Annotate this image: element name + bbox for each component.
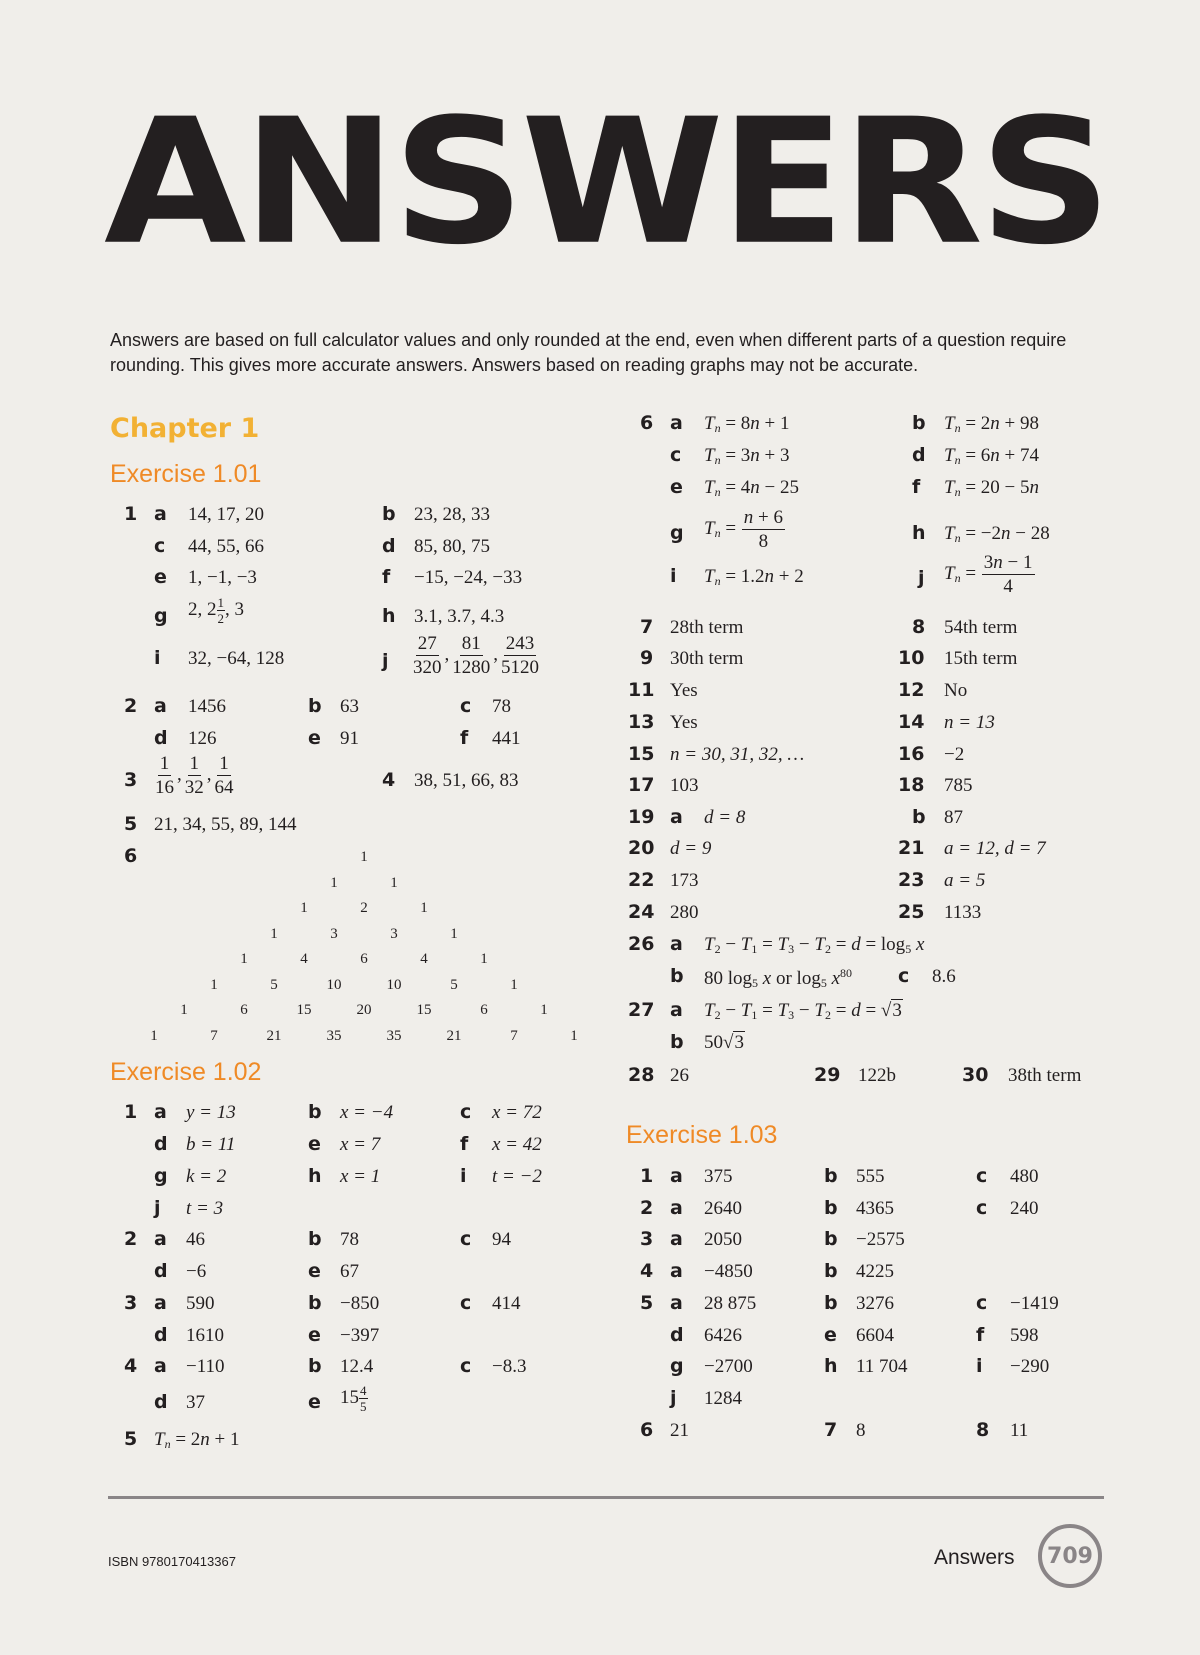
q-number: 6 bbox=[640, 412, 654, 434]
pascal-entry: 2 bbox=[360, 900, 368, 916]
page-title: ANSWERS bbox=[104, 81, 1108, 284]
part-label: b bbox=[308, 1355, 322, 1377]
q-number: 2 bbox=[124, 695, 138, 717]
pascal-entry: 10 bbox=[326, 976, 342, 993]
answer: −2700 bbox=[704, 1356, 753, 1377]
answer: d = 9 bbox=[670, 838, 712, 859]
pascal-entry: 1 bbox=[300, 900, 308, 916]
q-number: 14 bbox=[898, 711, 925, 733]
part-label: b bbox=[824, 1165, 838, 1187]
part-label: f bbox=[976, 1324, 985, 1346]
answer: Yes bbox=[670, 712, 698, 733]
part-label: a bbox=[670, 1260, 683, 1282]
answer: 598 bbox=[1010, 1325, 1039, 1346]
pascal-entry: 15 bbox=[296, 1002, 312, 1018]
q-number: 3 bbox=[124, 769, 138, 791]
pascal-entry: 1 bbox=[540, 1002, 548, 1018]
pascal-entry: 6 bbox=[240, 1002, 248, 1018]
answer: 173 bbox=[670, 870, 699, 891]
q-number: 1 bbox=[124, 503, 138, 525]
answer: 94 bbox=[492, 1229, 511, 1250]
pascal-entry: 1 bbox=[420, 900, 428, 916]
q-number: 30 bbox=[962, 1064, 989, 1086]
answer: 4365 bbox=[856, 1198, 894, 1219]
answer: 28th term bbox=[670, 617, 744, 638]
q-number: 3 bbox=[640, 1228, 654, 1250]
part-label: a bbox=[670, 412, 683, 434]
answer: 28 875 bbox=[704, 1293, 757, 1314]
pascal-entry: 15 bbox=[416, 1002, 432, 1018]
part-label: g bbox=[154, 1165, 168, 1187]
answer: 8 bbox=[856, 1420, 866, 1441]
part-label: a bbox=[670, 1197, 683, 1219]
pascal-entry: 35 bbox=[386, 1027, 402, 1044]
answer: n = 13 bbox=[944, 712, 995, 733]
part-label: d bbox=[154, 1391, 168, 1413]
pascal-entry: 1 bbox=[150, 1027, 158, 1044]
answer: $T_n = 2n + 1$ bbox=[154, 1429, 240, 1451]
part-label: c bbox=[460, 1228, 472, 1250]
answer: x = 72 bbox=[492, 1102, 542, 1123]
part-label: i bbox=[976, 1355, 983, 1377]
answer: 63 bbox=[340, 696, 359, 717]
answer: $T_n = 4n - 25$ bbox=[704, 477, 800, 499]
answer: b = 11 bbox=[186, 1134, 236, 1155]
q-number: 9 bbox=[640, 647, 654, 669]
answer: 38th term bbox=[1008, 1065, 1082, 1086]
answer: 50√3 bbox=[704, 1032, 744, 1053]
answer: 12.4 bbox=[340, 1356, 374, 1377]
part-label: c bbox=[460, 695, 472, 717]
part-label: e bbox=[154, 566, 167, 588]
part-label: f bbox=[460, 727, 469, 749]
pascal-entry: 4 bbox=[420, 951, 428, 967]
part-label: b bbox=[308, 695, 322, 717]
answer: No bbox=[944, 680, 968, 701]
intro-paragraph: Answers are based on full calculator values and only rounded at the end, even when different parts of a question require rounding. This gives more accurate answers. Answers based on reading graphs may not be accurate. bbox=[110, 330, 1067, 375]
part-label: j bbox=[670, 1387, 677, 1409]
answer: −2 bbox=[944, 744, 965, 765]
pascal-entry: 1 bbox=[330, 874, 338, 891]
q-number: 26 bbox=[628, 933, 655, 955]
part-label: g bbox=[670, 1355, 684, 1377]
part-label: e bbox=[824, 1324, 837, 1346]
answer: $\frac{1}{16}$ , $\frac{1}{32}$ , $\frac{1}{64}$ bbox=[155, 753, 234, 798]
answer: k = 2 bbox=[186, 1166, 227, 1187]
part-label: g bbox=[670, 522, 684, 544]
part-label: b bbox=[824, 1292, 838, 1314]
page-number: 709 bbox=[1047, 1543, 1093, 1569]
part-label: a bbox=[154, 1355, 167, 1377]
pascal-entry: 3 bbox=[390, 925, 398, 942]
answer: 21 bbox=[670, 1420, 689, 1441]
part-label: a bbox=[154, 503, 167, 525]
exercise-1-01-heading: Exercise 1.01 bbox=[110, 460, 262, 488]
answer: 54th term bbox=[944, 617, 1018, 638]
pascal-entry: 1 bbox=[180, 1002, 188, 1018]
answer: x = 7 bbox=[340, 1134, 381, 1155]
answer: 2050 bbox=[704, 1229, 742, 1250]
q-number: 27 bbox=[628, 999, 655, 1021]
answer: a = 12, d = 7 bbox=[944, 838, 1046, 859]
q-number: 2 bbox=[124, 1228, 138, 1250]
q-number: 4 bbox=[124, 1355, 138, 1377]
pascal-entry: 1 bbox=[570, 1027, 578, 1044]
answer: −4850 bbox=[704, 1261, 753, 1282]
answer: 480 bbox=[1010, 1166, 1039, 1187]
answer: 375 bbox=[704, 1166, 733, 1187]
answer: x = 1 bbox=[340, 1166, 381, 1187]
answer: n = 30, 31, 32, … bbox=[670, 744, 805, 765]
pascal-entry: 3 bbox=[330, 925, 338, 942]
q-number: 1 bbox=[124, 1101, 138, 1123]
part-label: b bbox=[824, 1228, 838, 1250]
q-number: 29 bbox=[814, 1064, 841, 1086]
answer: y = 13 bbox=[186, 1102, 236, 1123]
q-number: 8 bbox=[976, 1419, 990, 1441]
q-number: 22 bbox=[628, 869, 655, 891]
pascal-entry: 10 bbox=[386, 976, 402, 993]
q-number: 4 bbox=[382, 769, 396, 791]
part-label: b bbox=[308, 1101, 322, 1123]
answer: x = −4 bbox=[340, 1102, 394, 1123]
q-number: 6 bbox=[640, 1419, 654, 1441]
part-label: a bbox=[670, 1228, 683, 1250]
answer: 21, 34, 55, 89, 144 bbox=[154, 814, 297, 835]
answer: 1456 bbox=[188, 696, 226, 717]
part-label: h bbox=[912, 522, 926, 544]
isbn: ISBN 9780170413367 bbox=[108, 1554, 236, 1569]
part-label: c bbox=[460, 1101, 472, 1123]
answer: $T_n$ = $\frac{n + 6}{8}$ bbox=[704, 507, 784, 552]
q-number: 3 bbox=[124, 1292, 138, 1314]
part-label: c bbox=[976, 1197, 988, 1219]
answer: 126 bbox=[188, 728, 217, 749]
q-number: 7 bbox=[640, 616, 654, 638]
part-label: e bbox=[308, 1324, 321, 1346]
answer: 78 bbox=[492, 696, 511, 717]
chapter-heading: Chapter 1 bbox=[110, 413, 260, 444]
answer: −15, −24, −33 bbox=[414, 567, 523, 588]
part-label: d bbox=[154, 1260, 168, 1282]
part-label: b bbox=[308, 1292, 322, 1314]
answer: 30th term bbox=[670, 648, 744, 669]
part-label: c bbox=[898, 965, 910, 987]
pascal-entry: 1 bbox=[360, 849, 368, 865]
answer: 38, 51, 66, 83 bbox=[414, 770, 519, 791]
pascal-entry: 6 bbox=[480, 1002, 488, 1018]
part-label: j bbox=[918, 567, 925, 589]
part-label: i bbox=[460, 1165, 467, 1187]
answer: 4225 bbox=[856, 1261, 894, 1282]
answer: 15th term bbox=[944, 648, 1018, 669]
part-label: e bbox=[670, 476, 683, 498]
answer: $\frac{27}{320}$ , $\frac{81}{1280}$ , $\frac{243}{5120}$ bbox=[413, 633, 539, 678]
q-number: 24 bbox=[628, 901, 655, 923]
q-number: 17 bbox=[628, 774, 655, 796]
part-label: d bbox=[382, 535, 396, 557]
part-label: c bbox=[976, 1292, 988, 1314]
pascal-entry: 1 bbox=[390, 874, 398, 891]
part-label: c bbox=[460, 1292, 472, 1314]
answer: 85, 80, 75 bbox=[414, 536, 490, 557]
part-label: e bbox=[308, 1260, 321, 1282]
q-number: 5 bbox=[640, 1292, 654, 1314]
pascal-entry: 5 bbox=[450, 976, 458, 993]
q-number: 13 bbox=[628, 711, 655, 733]
answer: 103 bbox=[670, 775, 699, 796]
answer: 6604 bbox=[856, 1325, 894, 1346]
answer: 2, 2 $\frac{1}{2}$ , 3 bbox=[188, 595, 244, 626]
answer: 26 bbox=[670, 1065, 689, 1086]
pascal-entry: 7 bbox=[210, 1027, 218, 1044]
page-number-badge bbox=[1038, 1524, 1102, 1588]
part-label: d bbox=[670, 1324, 684, 1346]
part-label: f bbox=[460, 1133, 469, 1155]
answer: 11 bbox=[1010, 1420, 1029, 1441]
pascal-entry: 1 bbox=[270, 925, 278, 942]
answer: 87 bbox=[944, 807, 963, 828]
part-label: g bbox=[154, 605, 168, 627]
answer: $T_n = 20 - 5n$ bbox=[944, 477, 1040, 499]
answer: 67 bbox=[340, 1261, 359, 1282]
q-number: 8 bbox=[912, 616, 926, 638]
answer: 1, −1, −3 bbox=[188, 567, 257, 588]
answer: 6426 bbox=[704, 1325, 742, 1346]
part-label: a bbox=[154, 1228, 167, 1250]
pascal-entry: 7 bbox=[510, 1027, 518, 1044]
answer: −290 bbox=[1010, 1356, 1050, 1377]
answer: $T_n = -2n - 28$ bbox=[944, 523, 1050, 545]
answer: 15 $\frac{4}{5}$ bbox=[340, 1383, 367, 1414]
part-label: b bbox=[912, 412, 926, 434]
answer: 3276 bbox=[856, 1293, 894, 1314]
part-label: b bbox=[382, 503, 396, 525]
answer: t = 3 bbox=[186, 1198, 224, 1219]
part-label: e bbox=[308, 727, 321, 749]
part-label: c bbox=[460, 1355, 472, 1377]
pascal-entry: 1 bbox=[450, 925, 458, 942]
answer: 1284 bbox=[704, 1388, 742, 1409]
q-number: 5 bbox=[124, 813, 138, 835]
answer: 8.6 bbox=[932, 966, 956, 987]
answer: t = −2 bbox=[492, 1166, 542, 1187]
answer: 785 bbox=[944, 775, 973, 796]
answer: 32, −64, 128 bbox=[188, 648, 285, 669]
part-label: h bbox=[382, 605, 396, 627]
part-label: b bbox=[670, 965, 684, 987]
answer: $T_n = 1.2n + 2$ bbox=[704, 566, 804, 588]
part-label: a bbox=[670, 806, 683, 828]
part-label: d bbox=[154, 727, 168, 749]
answer: 91 bbox=[340, 728, 359, 749]
answer: 11 704 bbox=[856, 1356, 908, 1377]
answer: −110 bbox=[186, 1356, 225, 1377]
answer: $T_n$ = $\frac{3n - 1}{4}$ bbox=[944, 552, 1033, 597]
q-number: 19 bbox=[628, 806, 655, 828]
answer: −6 bbox=[186, 1261, 207, 1282]
part-label: e bbox=[308, 1391, 321, 1413]
q-number: 11 bbox=[628, 679, 655, 701]
part-label: a bbox=[154, 1292, 167, 1314]
part-label: h bbox=[308, 1165, 322, 1187]
part-label: h bbox=[824, 1355, 838, 1377]
answer: 122b bbox=[858, 1065, 896, 1086]
exercise-1-02-heading: Exercise 1.02 bbox=[110, 1058, 262, 1086]
footer-rule bbox=[108, 1496, 1104, 1499]
answer: 78 bbox=[340, 1229, 359, 1250]
part-label: b bbox=[912, 806, 926, 828]
part-label: b bbox=[824, 1260, 838, 1282]
answer: $T_2 - T_1 = T_3 - T_2 = d = \log_5 x$ bbox=[704, 934, 925, 956]
answer: a = 5 bbox=[944, 870, 986, 891]
q-number: 18 bbox=[898, 774, 925, 796]
pascal-entry: 5 bbox=[270, 976, 278, 993]
part-label: b bbox=[308, 1228, 322, 1250]
part-label: a bbox=[670, 999, 683, 1021]
pascal-entry: 6 bbox=[360, 951, 368, 967]
answer: −8.3 bbox=[492, 1356, 527, 1377]
part-label: a bbox=[670, 1292, 683, 1314]
q-number: 12 bbox=[898, 679, 925, 701]
q-number: 28 bbox=[628, 1064, 655, 1086]
answer: −2575 bbox=[856, 1229, 905, 1250]
answer: 280 bbox=[670, 902, 699, 923]
part-label: e bbox=[308, 1133, 321, 1155]
answer: 441 bbox=[492, 728, 521, 749]
answer: 46 bbox=[186, 1229, 205, 1250]
answer: 80 $\log_5 x$ or $\log_5 x^{80}$ bbox=[704, 966, 853, 990]
part-label: f bbox=[912, 476, 921, 498]
part-label: a bbox=[670, 933, 683, 955]
q-number: 5 bbox=[124, 1428, 138, 1450]
answer: −1419 bbox=[1010, 1293, 1059, 1314]
q-number: 4 bbox=[640, 1260, 654, 1282]
answer: 23, 28, 33 bbox=[414, 504, 490, 525]
answer: −397 bbox=[340, 1325, 380, 1346]
answer: $T_n = 6n + 74$ bbox=[944, 445, 1040, 467]
answer: x = 42 bbox=[492, 1134, 542, 1155]
answer: 555 bbox=[856, 1166, 885, 1187]
q-number: 6 bbox=[124, 845, 138, 867]
part-label: d bbox=[154, 1324, 168, 1346]
q-number: 7 bbox=[824, 1419, 838, 1441]
pascal-entry: 35 bbox=[326, 1027, 342, 1044]
part-label: d bbox=[154, 1133, 168, 1155]
part-label: c bbox=[976, 1165, 988, 1187]
answer: 414 bbox=[492, 1293, 521, 1314]
answer: 1610 bbox=[186, 1325, 224, 1346]
q-number: 1 bbox=[640, 1165, 654, 1187]
q-number: 2 bbox=[640, 1197, 654, 1219]
pascal-entry: 1 bbox=[210, 976, 218, 993]
pascal-entry: 1 bbox=[510, 976, 518, 993]
q-number: 10 bbox=[898, 647, 925, 669]
answer: 590 bbox=[186, 1293, 215, 1314]
pascal-entry: 20 bbox=[356, 1002, 372, 1018]
answer: 240 bbox=[1010, 1198, 1039, 1219]
part-label: j bbox=[154, 1197, 161, 1219]
answer: $T_2 - T_1 = T_3 - T_2 = d = √3$ bbox=[704, 1000, 902, 1022]
part-label: i bbox=[670, 565, 677, 587]
answer: −850 bbox=[340, 1293, 380, 1314]
part-label: a bbox=[154, 695, 167, 717]
answer: Yes bbox=[670, 680, 698, 701]
q-number: 23 bbox=[898, 869, 925, 891]
answer: d = 8 bbox=[704, 807, 746, 828]
answer: 44, 55, 66 bbox=[188, 536, 264, 557]
pascal-entry: 21 bbox=[266, 1027, 282, 1044]
pascal-entry: 1 bbox=[480, 951, 488, 967]
part-label: c bbox=[670, 444, 682, 466]
answer: 3.1, 3.7, 4.3 bbox=[414, 606, 505, 627]
answer: $T_n = 2n + 98$ bbox=[944, 413, 1040, 435]
exercise-1-03-heading: Exercise 1.03 bbox=[626, 1121, 778, 1149]
q-number: 15 bbox=[628, 743, 655, 765]
part-label: d bbox=[912, 444, 926, 466]
part-label: a bbox=[154, 1101, 167, 1123]
q-number: 21 bbox=[898, 837, 925, 859]
q-number: 25 bbox=[898, 901, 925, 923]
answer: 14, 17, 20 bbox=[188, 504, 264, 525]
answer: $T_n = 8n + 1$ bbox=[704, 413, 790, 435]
part-label: a bbox=[670, 1165, 683, 1187]
pascal-entry: 21 bbox=[446, 1027, 462, 1044]
part-label: b bbox=[670, 1031, 684, 1053]
pascal-entry: 4 bbox=[300, 951, 308, 967]
answer: 2640 bbox=[704, 1198, 742, 1219]
q-number: 16 bbox=[898, 743, 925, 765]
part-label: c bbox=[154, 535, 166, 557]
answer: 1133 bbox=[944, 902, 982, 923]
answer: 37 bbox=[186, 1392, 205, 1413]
footer-label: Answers bbox=[934, 1546, 1015, 1569]
q-number: 20 bbox=[628, 837, 655, 859]
part-label: j bbox=[382, 650, 389, 672]
part-label: i bbox=[154, 647, 161, 669]
answer: $T_n = 3n + 3$ bbox=[704, 445, 790, 467]
part-label: b bbox=[824, 1197, 838, 1219]
pascal-entry: 1 bbox=[240, 951, 248, 967]
part-label: f bbox=[382, 566, 391, 588]
